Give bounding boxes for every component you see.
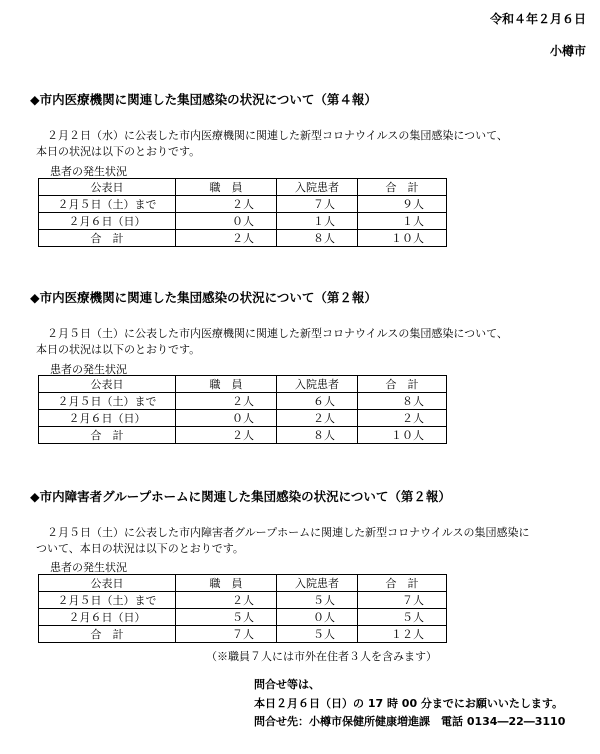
header-inpatients: 入院患者: [277, 575, 358, 592]
section-1-title: ◆市内医療機関に関連した集団感染の状況について（第４報）: [30, 92, 377, 107]
document-date: 令和４年２月６日: [489, 12, 586, 26]
row-staff: ５人: [176, 609, 277, 626]
row-inpatients: ７人: [277, 196, 358, 213]
row-staff: ７人: [176, 626, 277, 643]
row-total: １人: [358, 213, 447, 230]
row-inpatients: ２人: [277, 410, 358, 427]
section-3-paragraph: [36, 525, 576, 557]
row-inpatients: ６人: [277, 393, 358, 410]
section-3-line-1: ２月５日（土）に公表した市内障害者グループホームに関連した新型コロナウイルスの集団感染に: [47, 526, 530, 539]
table-header-row: [39, 179, 447, 196]
section-3-caption: 患者の発生状況: [50, 561, 127, 574]
row-staff: ２人: [176, 427, 277, 444]
header-inpatients: 入院患者: [277, 376, 358, 393]
header-date: 公表日: [39, 575, 176, 592]
header-staff: 職 員: [176, 179, 277, 196]
section-2-caption: 患者の発生状況: [50, 363, 127, 376]
section-3-table: [38, 574, 447, 643]
section-3-line-2: ついて、本日の状況は以下のとおりです。: [36, 542, 244, 555]
table-row: [39, 592, 447, 609]
row-date: 合 計: [39, 626, 176, 643]
section-2-line-1: ２月５日（土）に公表した市内医療機関に関連した新型コロナウイルスの集団感染について、: [47, 327, 508, 340]
section-1-line-1: ２月２日（水）に公表した市内医療機関に関連した新型コロナウイルスの集団感染について、: [47, 129, 508, 142]
header-staff: 職 員: [176, 376, 277, 393]
row-inpatients: １人: [277, 213, 358, 230]
row-date: ２月５日（土）まで: [39, 393, 176, 410]
row-staff: ２人: [176, 592, 277, 609]
contact-heading: 問合せ等は、: [254, 678, 320, 691]
section-2-line-2: 本日の状況は以下のとおりです。: [36, 343, 201, 356]
header-date: 公表日: [39, 179, 176, 196]
row-total: ５人: [358, 609, 447, 626]
row-total: １０人: [358, 427, 447, 444]
header-total: 合 計: [358, 179, 447, 196]
section-2-paragraph: [36, 326, 576, 358]
row-inpatients: ０人: [277, 609, 358, 626]
row-staff: ２人: [176, 393, 277, 410]
row-date: 合 計: [39, 427, 176, 444]
section-1-line-2: 本日の状況は以下のとおりです。: [36, 145, 201, 158]
row-inpatients: ８人: [277, 230, 358, 247]
section-3-note: （※職員７人には市外在住者３人を含みます）: [206, 650, 437, 663]
section-3-title: ◆市内障害者グループホームに関連した集団感染の状況について（第２報）: [30, 489, 451, 504]
table-row: [39, 196, 447, 213]
header-staff: 職 員: [176, 575, 277, 592]
section-1-paragraph: [36, 128, 576, 160]
row-inpatients: ８人: [277, 427, 358, 444]
header-total: 合 計: [358, 575, 447, 592]
table-row: [39, 213, 447, 230]
row-total: １０人: [358, 230, 447, 247]
section-1-table: [38, 178, 447, 247]
section-2-title: ◆市内医療機関に関連した集団感染の状況について（第２報）: [30, 290, 377, 305]
table-header-row: [39, 575, 447, 592]
table-row: [39, 609, 447, 626]
table-row-total: [39, 626, 447, 643]
row-total: ８人: [358, 393, 447, 410]
section-2-table: [38, 375, 447, 444]
table-row: [39, 393, 447, 410]
row-date: ２月６日（日）: [39, 213, 176, 230]
contact-deadline: 本日２月６日（日）の 17 時 00 分までにお願いいたします。: [254, 697, 564, 710]
row-inpatients: ５人: [277, 626, 358, 643]
header-inpatients: 入院患者: [277, 179, 358, 196]
row-date: 合 計: [39, 230, 176, 247]
row-staff: ２人: [176, 230, 277, 247]
issuer-city: 小樽市: [549, 44, 586, 58]
row-total: ９人: [358, 196, 447, 213]
section-1-caption: 患者の発生状況: [50, 165, 127, 178]
table-header-row: [39, 376, 447, 393]
row-total: ２人: [358, 410, 447, 427]
row-staff: ０人: [176, 410, 277, 427]
header-total: 合 計: [358, 376, 447, 393]
contact-info: 問合せ先：小樽市保健所健康増進課 電話 0134―22―3110: [254, 715, 566, 728]
row-total: １２人: [358, 626, 447, 643]
row-total: ７人: [358, 592, 447, 609]
table-row-total: [39, 427, 447, 444]
row-date: ２月６日（日）: [39, 410, 176, 427]
row-date: ２月６日（日）: [39, 609, 176, 626]
table-row: [39, 410, 447, 427]
header-date: 公表日: [39, 376, 176, 393]
table-row-total: [39, 230, 447, 247]
row-staff: ２人: [176, 196, 277, 213]
row-date: ２月５日（土）まで: [39, 592, 176, 609]
row-inpatients: ５人: [277, 592, 358, 609]
row-date: ２月５日（土）まで: [39, 196, 176, 213]
row-staff: ０人: [176, 213, 277, 230]
